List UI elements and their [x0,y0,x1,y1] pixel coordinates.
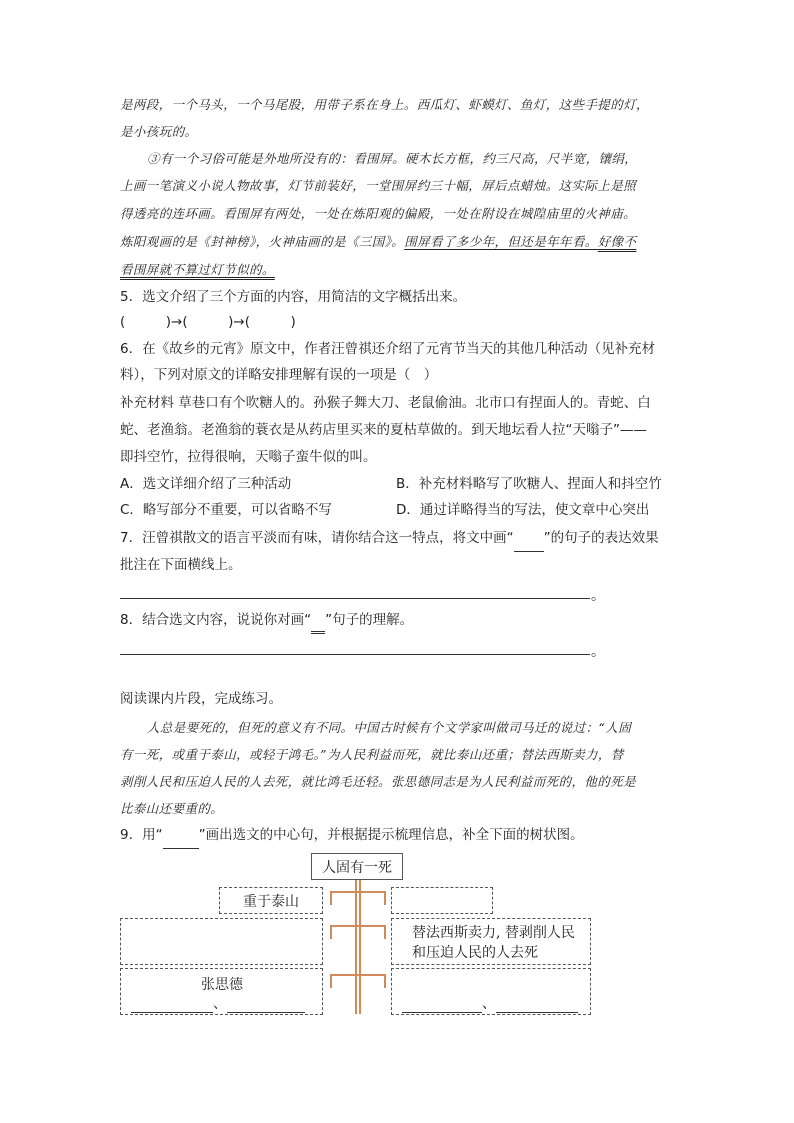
reading2-line3: 剥削人民和压迫人民的人去死，就比鸿毛还轻。张思德同志是为人民利益而死的，他的死是 [120,774,637,789]
question-7-text-a: 7．汪曾祺散文的语言平淡而有味，请你结合这一特点，将文中画“ [120,530,514,546]
option-c[interactable]: C．略写部分不重要，可以省略不写 [120,502,332,518]
tree-left-box-1 [219,887,323,914]
question-7-line1 [120,525,680,552]
passage1-line6 [120,228,680,255]
question-8-text-b: ”句子的理解。 [325,612,414,628]
underlined-sentence-2a: 好像不 [597,234,637,249]
supplement-line1: 补充材料 草巷口有个吹糖人的。孙猴子舞大刀、老鼠偷油。北市口有捏面人的。青蛇、白 [120,395,651,411]
answer-end-q8: 。 [591,644,605,660]
question-7-line2: 批注在下面横线上。 [120,557,242,573]
answer-line-q7[interactable] [120,598,590,599]
question-9-text-a: 9．用“ [120,827,163,843]
question-7-text-b: ”的句子的表达效果 [543,530,659,546]
answer-end-q7: 。 [591,588,605,604]
branch-h-1 [330,891,386,893]
branch-tick-1r [384,891,386,905]
passage1-line2: 是小孩玩的。 [120,124,198,139]
passage1-line7 [120,256,680,283]
question-9-text-b: ”画出选文的中心句，并根据提示梳理信息，补全下面的树状图。 [198,827,584,843]
reading2-line4: 比泰山还要重的。 [120,801,224,816]
question-6-line1: 6．在《故乡的元宵》原文中，作者汪曾祺还介绍了元宵节当天的其他几种活动（见补充材 [120,341,656,357]
blank-1[interactable] [131,998,213,1013]
blank-4[interactable] [496,998,578,1013]
reading2-intro: 阅读课内片段，完成练习。 [120,691,282,707]
branch-tick-2r [384,925,386,939]
blank-3[interactable] [402,998,482,1013]
branch-tick-3r [384,974,386,988]
passage1-line6-plain: 炼阳观画的是《封神榜》，火神庙画的是《三国》。 [120,234,405,249]
tree-right-label-2b: 和压迫人民的人去死 [412,945,538,961]
tree-trunk-left [355,878,357,1014]
blank-2[interactable] [227,998,305,1013]
underline-sample-q9 [163,834,199,849]
tree-right-label-2a: 替法西斯卖力, 替剥削人民 [412,925,575,941]
tree-left-blanks-3[interactable] [131,993,305,1013]
tree-right-box-3 [391,968,591,1015]
branch-h-2 [330,925,386,927]
tree-right-blanks-3[interactable] [402,993,578,1013]
double-underline-sample [311,617,325,634]
separator-1: 、 [213,996,227,1012]
option-a[interactable]: A．选文详细介绍了三种活动 [120,476,292,492]
question-8-text-a: 8．结合选文内容，说说你对画“ [120,612,312,628]
question-5-blanks[interactable]: ( )→( )→( ) [120,314,296,330]
reading2-line2: 有一死，或重于泰山，或轻于鸿毛。”为人民利益而死，就比泰山还重；替法西斯卖力，替 [120,747,624,762]
underline-sample [514,537,544,552]
tree-left-label-3: 张思德 [201,977,243,993]
branch-h-3 [330,974,386,976]
tree-right-box-1[interactable] [391,887,493,914]
option-b[interactable]: B．补充材料略写了吹糖人、捏面人和抖空竹 [396,476,662,492]
question-5: 5．选文介绍了三个方面的内容，用简洁的文字概括出来。 [120,289,467,305]
tree-left-box-3 [120,968,323,1015]
underlined-sentence-2b: 看围屏就不算过灯节似的。 [120,262,275,277]
tree-root-box [311,853,403,880]
tree-trunk-right [359,878,361,1014]
supplement-line3: 即抖空竹，拉得很响，天嗡子蛮牛似的叫。 [120,449,377,465]
passage1-line1: 是两段，一个马头，一个马尾股，用带子系在身上。西瓜灯、虾蟆灯、鱼灯，这些手提的灯， [120,97,649,112]
underlined-sentence-1: 围屏看了多少年，但还是年年看。 [404,234,598,249]
answer-line-q8[interactable] [120,654,590,655]
tree-root-label: 人固有一死 [322,859,392,876]
passage1-line4: 上画一笔演义小说人物故事，灯节前装好，一堂围屏约三十幅，屏后点蜡烛。这实际上是照 [120,178,637,193]
question-6-line2: 料），下列对原文的详略安排理解有误的一项是（ ） [120,367,438,383]
branch-tick-2l [330,925,332,939]
tree-right-box-2 [391,918,591,965]
branch-tick-1l [330,891,332,905]
option-d[interactable]: D．通过详略得当的写法，使文章中心突出 [396,502,650,518]
question-9 [120,822,680,849]
passage1-line3: ③有一个习俗可能是外地所没有的：看围屏。硬木长方框，约三尺高，尺半宽，镶绢， [147,151,638,166]
reading2-line1: 人总是要死的，但死的意义有不同。中国古时候有个文学家叫做司马迁的说过：“人固 [147,720,632,735]
passage1-line5: 得透亮的连环画。看围屏有两处，一处在炼阳观的偏殿，一处在附设在城隍庙里的火神庙。 [120,206,637,221]
tree-left-box-2[interactable] [120,918,323,965]
tree-left-label-1: 重于泰山 [243,893,299,910]
question-8 [120,607,680,634]
branch-tick-3l [330,974,332,988]
supplement-line2: 蛇、老渔翁。老渔翁的蓑衣是从药店里买来的夏枯草做的。到天地坛看人拉“天嗡子”—— [120,422,647,438]
separator-2: 、 [482,996,496,1012]
